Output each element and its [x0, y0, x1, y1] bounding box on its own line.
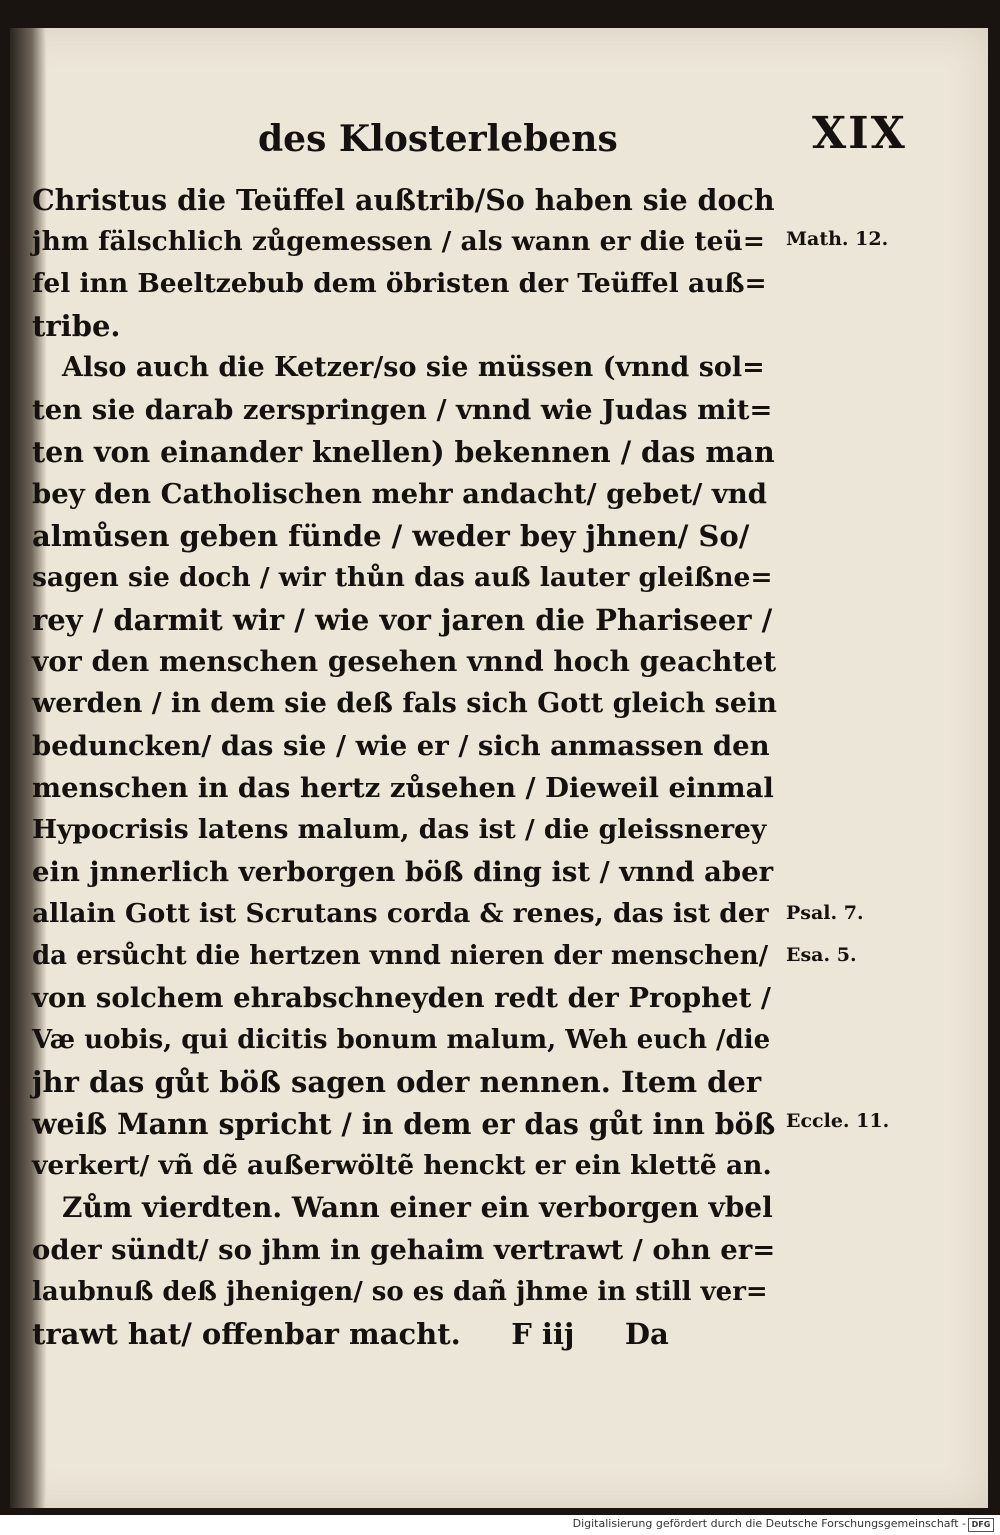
text-line-4: tribe.	[32, 309, 121, 343]
margin-note-esa: Esa. 5.	[786, 944, 857, 966]
text-line-5: Also auch die Ketzer/so sie müssen (vnnd sol=	[62, 352, 765, 383]
text-line-19: da ersůcht die hertzen vnnd nieren der menschen/	[32, 941, 769, 971]
text-line-28: trawt hat/ offenbar macht. F iij Da	[32, 1317, 669, 1351]
margin-note-psal: Psal. 7.	[786, 902, 864, 924]
text-line-9: almůsen geben fünde / weder bey jhnen/ So/	[32, 519, 750, 553]
text-line-17: ein jnnerlich verborgen böß ding ist / vnnd aber	[32, 856, 774, 888]
text-line-12: vor den menschen gesehen vnnd hoch geachtet	[32, 645, 777, 678]
text-line-22: jhr das gůt böß sagen oder nennen. Item der	[32, 1065, 762, 1099]
text-line-24: verkert/ vñ dẽ außerwöltẽ henckt er ein klettẽ an.	[32, 1150, 772, 1181]
text-line-11: rey / darmit wir / wie vor jaren die Phariseer /	[32, 603, 773, 637]
text-line-3: fel inn Beeltzebub dem öbristen der Teüffel auß=	[32, 268, 767, 299]
text-line-1: Christus die Teüffel außtrib/So haben sie doch	[32, 183, 775, 217]
text-line-27: laubnuß deß jhenigen/ so es dañ jhme in still ver=	[32, 1277, 768, 1307]
text-line-21: Væ uobis, qui dicitis bonum malum, Weh euch /die	[32, 1025, 771, 1055]
text-line-15: menschen in das hertz zůsehen / Dieweil einmal	[32, 772, 774, 804]
text-line-2: jhm fälschlich zůgemessen / als wann er die teü=	[32, 226, 765, 257]
text-line-14: beduncken/ das sie / wie er / sich anmassen den	[32, 730, 770, 762]
text-line-6: ten sie darab zerspringen / vnnd wie Judas mit=	[32, 394, 773, 426]
margin-note-eccle: Eccle. 11.	[786, 1110, 890, 1132]
text-line-16: Hypocrisis latens malum, das ist / die gleissnerey	[32, 814, 767, 845]
text-line-7: ten von einander knellen) bekennen / das man	[32, 435, 775, 469]
folio-number: XIX	[812, 108, 907, 159]
dfg-logo-icon: DFG	[968, 1518, 994, 1532]
footer-credit: Digitalisierung gefördert durch die Deutsche Forschungsgemeinschaft -	[572, 1517, 966, 1530]
text-line-23: weiß Mann spricht / in dem er das gůt inn böß	[32, 1107, 776, 1141]
text-line-10: sagen sie doch / wir thůn das auß lauter gleißne=	[32, 562, 773, 593]
text-line-26: oder sündt/ so jhm in gehaim vertrawt / ohn er=	[32, 1234, 776, 1266]
running-head: des Klosterlebens	[258, 118, 618, 160]
text-line-18: allain Gott ist Scrutans corda & renes, das ist der	[32, 898, 769, 929]
margin-note-math: Math. 12.	[786, 228, 889, 250]
text-line-25: Zům vierdten. Wann einer ein verborgen vbel	[62, 1191, 773, 1224]
text-line-13: werden / in dem sie deß fals sich Gott gleich sein	[32, 688, 777, 719]
text-line-20: von solchem ehrabschneyden redt der Prophet /	[32, 982, 771, 1014]
text-line-8: bey den Catholischen mehr andacht/ gebet/ vnd	[32, 478, 768, 510]
